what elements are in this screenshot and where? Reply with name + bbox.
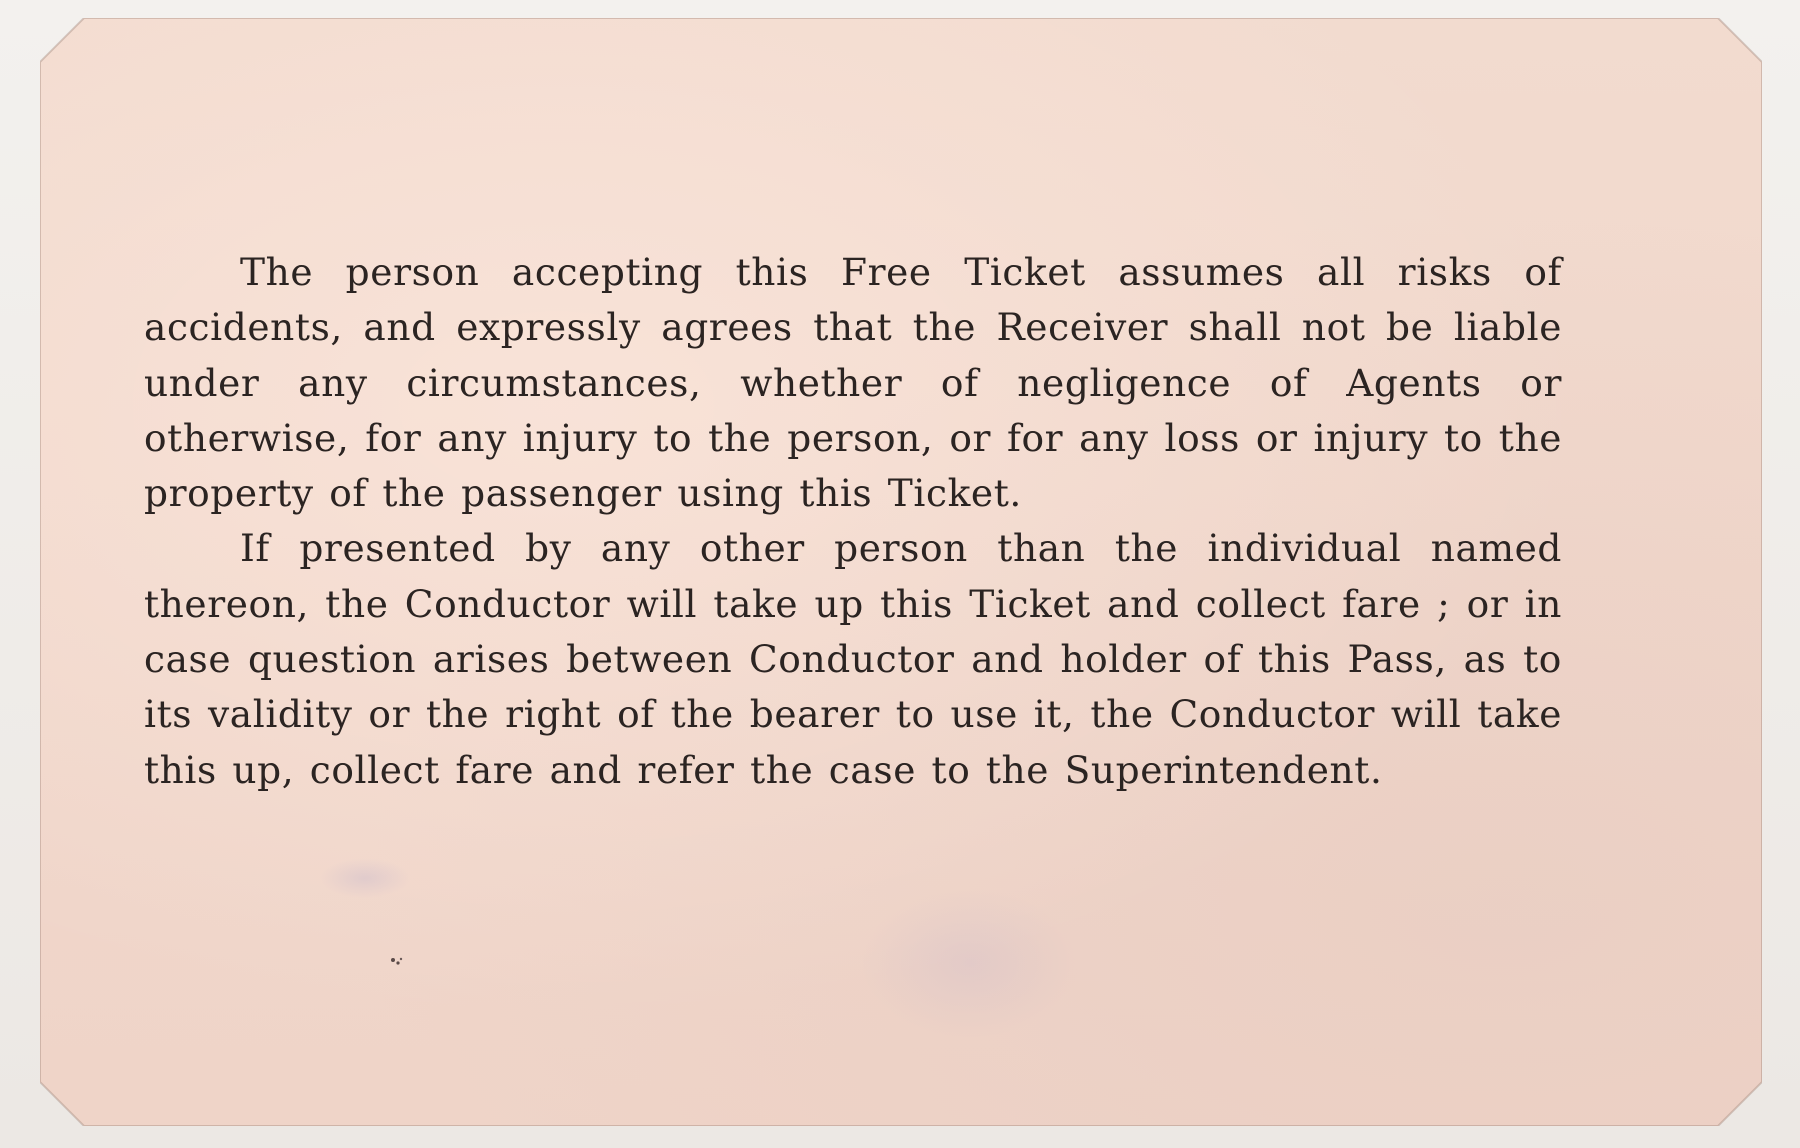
terms-paragraph-liability: The person accepting this Free Ticket assumes all risks of accidents, and expressly agrees that the Receiver shall not be liable under any circumstances, whether of negligence of Agents or otherwise, for any injury to the person, or for any loss or injury to the property of the passenger using this Ticket. <box>144 250 1562 516</box>
terms-paragraph-conductor: If presented by any other person than the individual named thereon, the Conductor will take up this Ticket and collect fare ; or in case question arises between Conductor and holder of this Pass, as to its validity or the right of the bearer to use it, the Conductor will take this up, collect fare and refer the case to the Superintendent. <box>144 526 1562 792</box>
ink-smudge <box>320 858 410 898</box>
ink-smudge <box>860 888 1080 1038</box>
ticket-terms <box>144 245 1562 798</box>
